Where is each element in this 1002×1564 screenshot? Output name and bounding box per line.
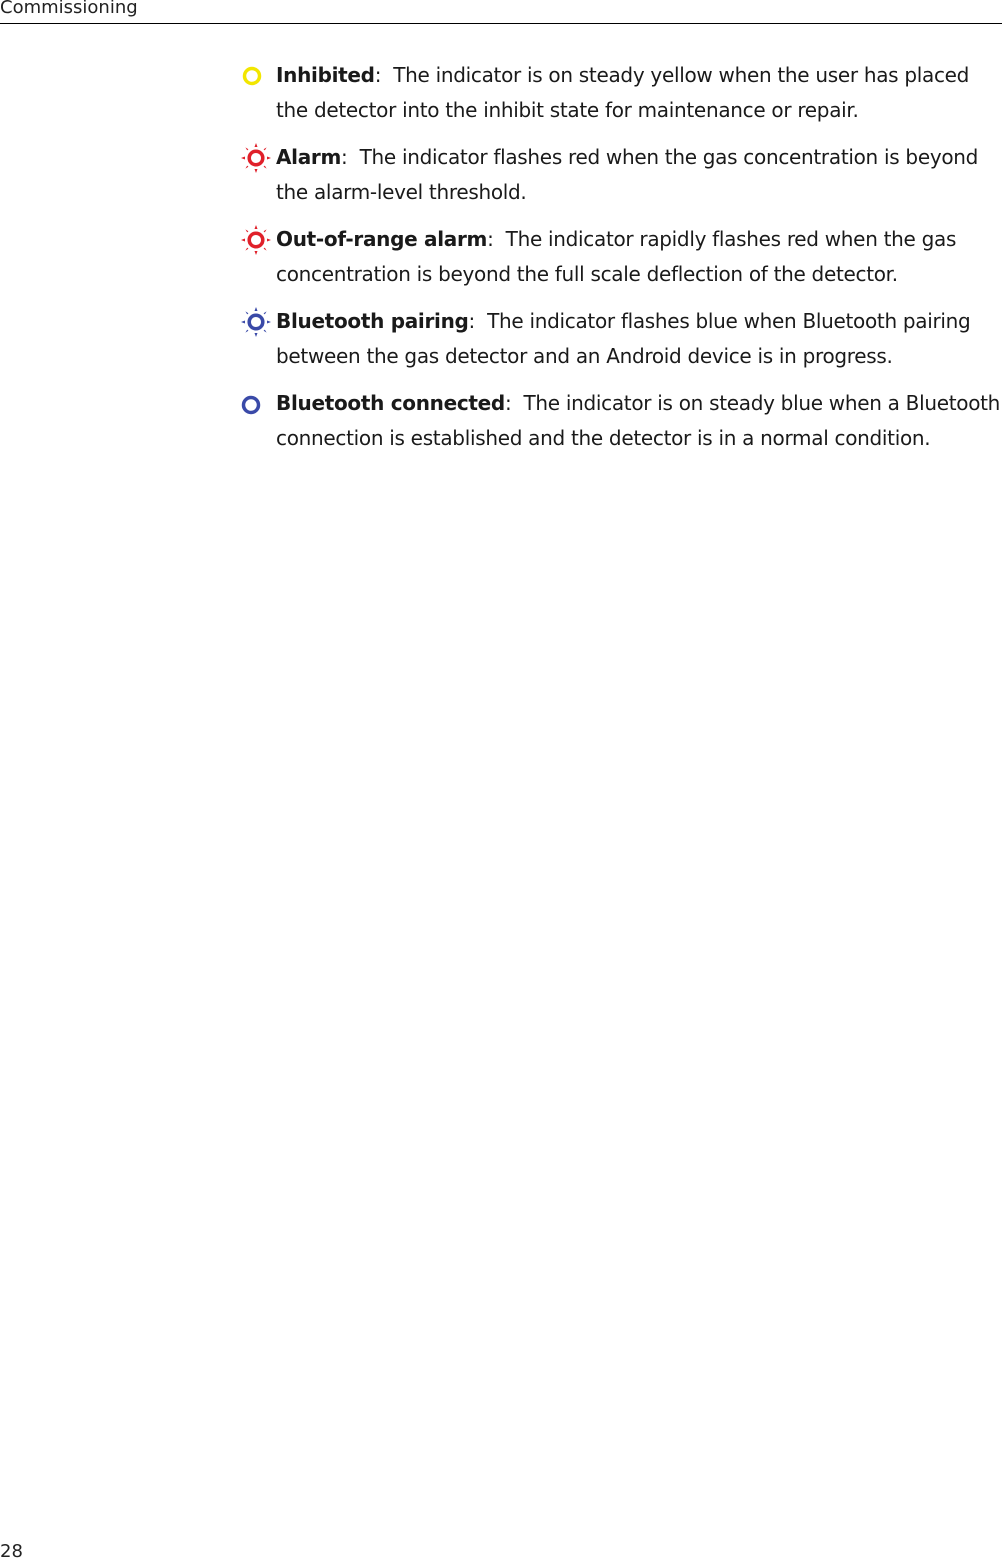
page-number: 28 [0, 1541, 23, 1562]
entry-separator: : [504, 391, 524, 415]
entry-term: Alarm [276, 145, 342, 169]
entry-term: Inhibited [276, 63, 375, 87]
entry-separator: : [341, 145, 360, 169]
section-title: Commissioning [0, 0, 138, 18]
running-header [0, 0, 1002, 24]
entry-separator: : [468, 309, 488, 333]
rapid-flashing-red-indicator-icon [240, 224, 272, 256]
entry-separator: : [487, 227, 506, 251]
indicator-status-list [240, 58, 1002, 456]
entry-description: The indicator is on steady yellow when the user has placed the detector into the inhibit state for maintenance or repair. [276, 63, 970, 122]
entry-separator: : [374, 63, 394, 87]
list-item-bluetooth-pairing [240, 304, 1002, 374]
flashing-red-indicator-icon [240, 142, 272, 174]
entry-term: Out-of-range alarm [276, 227, 488, 251]
entry-description: The indicator flashes red when the gas concentration is beyond the alarm-level threshold. [276, 145, 979, 204]
list-item-inhibited [240, 58, 1002, 128]
entry-term: Bluetooth pairing [276, 309, 469, 333]
steady-yellow-indicator-icon [240, 60, 272, 92]
steady-blue-indicator-icon [240, 388, 272, 420]
list-item-out-of-range-alarm [240, 222, 1002, 292]
entry-description: The indicator rapidly flashes red when the gas concentration is beyond the full scale deflection of the detector. [276, 227, 957, 286]
list-item-alarm [240, 140, 1002, 210]
entry-term: Bluetooth connected [276, 391, 505, 415]
entry-description: The indicator is on steady blue when a Bluetooth connection is established and the detector is in a normal condition. [276, 391, 1001, 450]
flashing-blue-indicator-icon [240, 306, 272, 338]
list-item-bluetooth-connected [240, 386, 1002, 456]
entry-description: The indicator flashes blue when Bluetooth pairing between the gas detector and an Android device is in progress. [276, 309, 971, 368]
